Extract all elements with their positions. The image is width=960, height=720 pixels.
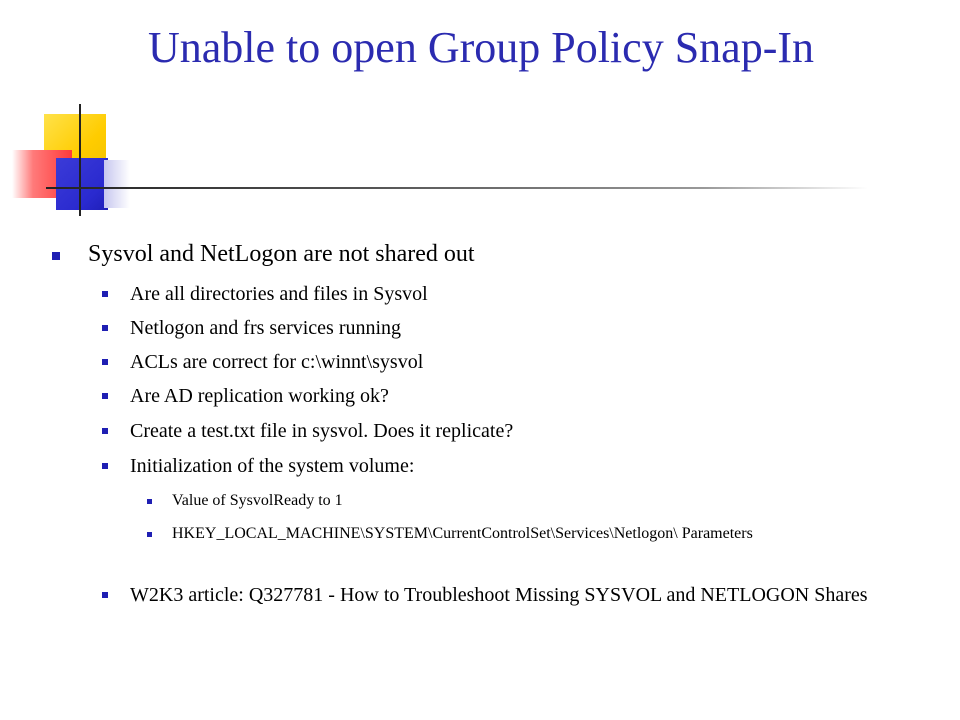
bullet-marker [102, 463, 108, 469]
title-underline [46, 187, 868, 189]
bullet-item: Initialization of the system volume: [130, 455, 415, 477]
bullet-item: Value of SysvolReady to 1 [172, 492, 343, 509]
decor-blue-fade [104, 160, 130, 208]
bullet-marker [102, 291, 108, 297]
bullet-item: Create a test.txt file in sysvol. Does it replicate? [130, 420, 514, 442]
decor-vertical-line [79, 104, 81, 216]
bullet-marker [102, 428, 108, 434]
bullet-item: ACLs are correct for c:\winnt\sysvol [130, 351, 424, 373]
bullet-marker [147, 532, 152, 537]
bullet-item: W2K3 article: Q327781 - How to Troubleshoot Missing SYSVOL and NETLOGON Shares [130, 584, 868, 606]
bullet-item: Are all directories and files in Sysvol [130, 283, 428, 305]
decor-blue-square [56, 158, 108, 210]
bullet-item: Netlogon and frs services running [130, 317, 402, 339]
bullet-item: HKEY_LOCAL_MACHINE\SYSTEM\CurrentControlSet\Services\Netlogon\ Parameters [172, 525, 753, 542]
bullet-marker [52, 252, 60, 260]
bullet-marker [102, 592, 108, 598]
bullet-marker [147, 499, 152, 504]
bullet-item: Are AD replication working ok? [130, 385, 389, 407]
bullet-item: Sysvol and NetLogon are not shared out [88, 241, 475, 267]
bullet-marker [102, 325, 108, 331]
bullet-marker [102, 359, 108, 365]
bullet-marker [102, 393, 108, 399]
slide-title: Unable to open Group Policy Snap-In [148, 23, 814, 72]
